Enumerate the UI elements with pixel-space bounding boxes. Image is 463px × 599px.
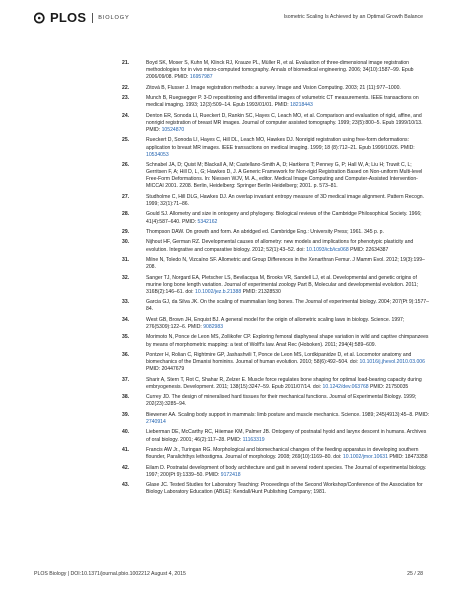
reference-link[interactable]: 10.1242/dev.063768 <box>322 383 369 390</box>
reference-item <box>122 95 431 109</box>
reference-link[interactable]: 2740914 <box>146 418 166 425</box>
reference-item <box>122 211 431 225</box>
reference-number: 37. <box>122 376 130 383</box>
reference-link[interactable]: 10524870 <box>161 126 185 133</box>
reference-citation: Nijhout HF, German RZ. Developmental causes of allometry: new models and implications for phenotypic plasticity and evolution. Integrative and comparative biology. 2012; 52(1):43–52. doi: <box>146 239 414 253</box>
reference-citation: Schnabel JA, D; Quist M; Blackall A, M; Castellano-Smith A, D; Hartkens T; Penney G, P; Hall W, A; Liu H; Truwit C, L; Gerritsen F, A; Hill D, L, G; Hawkes D, J. A Generic Framework for Non-rigid Registration Based on Non-uniform Multi-level Free-Form Deformations. In: Niessen WJV, M. A., editor. Medical Image Computing and Computer-Assisted Intervention-MICCAI 2001. 2208. Berlin, Heidelberg: Springer Berlin Heidelberg; 2001. p. 573–81. <box>146 162 423 190</box>
reference-number: 36. <box>122 352 130 359</box>
reference-link[interactable]: 11163319 <box>242 436 265 443</box>
reference-link[interactable]: 9082983 <box>203 323 224 330</box>
reference-pmid: PMID: 21328530 <box>241 288 281 295</box>
reference-link[interactable]: 10.1002/jez.b.21388 <box>195 288 242 295</box>
reference-item <box>122 193 431 208</box>
reference-citation: Zitová B, Flusser J. Image registration methods: a survey. Image and Vision Computing. 2003; 21 (11):977–1000. <box>146 84 401 91</box>
reference-citation: Morimoto N, Ponce de Leon MS, Zollikofer CP. Exploring femoral diaphyseal shape variation in wild and captive chimpanzees by means of morphometric mapping: a test of Wolff's law. Anat Rec (Hoboken). 2011; 294(4):589–609. <box>146 334 429 348</box>
reference-citation: Thompson DAW. On growth and form. An abridged ed. Cambridge Eng.: University Press; 1961. 345 p. p. <box>146 229 384 235</box>
reference-text <box>146 377 431 391</box>
reference-number: 29. <box>122 229 130 235</box>
reference-citation: Biewener AA. Scaling body support in mammals: limb posture and muscle mechanics. Science. 1989; 245(4913):45–8. PMID: <box>146 411 430 418</box>
running-title: Isometric Scaling Is Achieved by an Optimal Growth Balance <box>283 14 423 20</box>
reference-number: 24. <box>122 112 130 119</box>
reference-text <box>146 95 431 109</box>
reference-text <box>146 239 431 253</box>
reference-pmid: PMID: 18473358 <box>387 454 428 461</box>
reference-text <box>146 429 431 443</box>
reference-number: 43. <box>122 482 130 489</box>
plos-logo-mark-icon <box>34 11 48 25</box>
plos-logo <box>34 9 130 27</box>
reference-item <box>122 257 431 271</box>
reference-text <box>146 137 431 158</box>
reference-citation: Francis AW Jr., Turingan RG. Morphological and biomechanical changes of the feeding apparatus in developing southern flounder, Paralichthys lethostigma. Journal of morphology. 2008; 269(10):1169–80. doi: <box>146 447 419 461</box>
reference-text <box>146 394 431 408</box>
reference-item <box>122 316 431 331</box>
reference-citation: Boyd SK, Moser S, Kuhn M, Klinck RJ, Krauze PL, Müller R, et al. Evaluation of three-dimensional image registration methodologies for in vivo micro-computed tomography. Annals of biomedical engineering. 2006; 34(10):1587–99. Epub 2006/09/08. PMID: <box>146 60 414 81</box>
logo-wordmark: PLOS <box>50 10 87 25</box>
reference-citation: Milne N, Toledo N, Vizcaíno SF. Allometric and Group Differences in the Xenarthran Femur. J Mamm Evol. 2012; 19(3):199–208. <box>146 257 425 271</box>
reference-number: 42. <box>122 464 130 471</box>
logo-divider <box>92 13 93 23</box>
reference-number: 35. <box>122 334 130 341</box>
reference-text <box>146 412 431 426</box>
reference-item <box>122 447 431 461</box>
reference-pmid: PMID: 22634387 <box>348 246 389 253</box>
reference-citation: Lieberman DE, McCarthy RC, Hiiemae KM, Palmer JB. Ontogeny of postnatal hyoid and larynx descent in humans. Archives of oral biology. 2001; 46(2):117–28. PMID: <box>146 429 427 443</box>
reference-item <box>122 299 431 313</box>
reference-link[interactable]: 10.1016/j.jhevol.2010.03.006 <box>359 359 425 366</box>
reference-citation: Eilam D. Postnatal development of body architecture and gait in several rodent species. The Journal of experimental biology. 1997; 200(Pt 9):1339–50. PMID: <box>146 464 427 478</box>
reference-link[interactable]: 18218443 <box>290 102 313 109</box>
reference-citation: Gould SJ. Allometry and size in ontogeny and phylogeny. Biological reviews of the Cambridge Philosophical Society. 1966; 41(4):587–640. PMID: <box>146 211 422 225</box>
reference-citation: Sanger TJ, Norgard EA, Pletscher LS, Bevilacqua M, Brooks VR, Sandell LJ, et al. Developmental and genetic origins of murine long bone length variation. Journal of experimental zoology Part B, Molecular and developmental evolution. 2011; 316B(2):146–61. doi: <box>146 274 419 295</box>
reference-citation: Currey JD. The design of mineralised hard tissues for their mechanical functions. Journal of Experimental Biology. 1999; 202(23):3285–94. <box>146 394 417 408</box>
reference-text <box>146 229 384 236</box>
reference-number: 22. <box>122 84 130 91</box>
reference-item <box>122 334 431 348</box>
reference-link[interactable]: 9172418 <box>220 471 241 478</box>
reference-number: 32. <box>122 274 130 281</box>
reference-text <box>146 334 431 348</box>
reference-text <box>146 465 431 479</box>
reference-item <box>122 162 431 190</box>
reference-list <box>122 60 431 496</box>
reference-text <box>146 85 401 92</box>
reference-text <box>146 194 431 208</box>
reference-link[interactable]: 10534053 <box>146 151 169 158</box>
reference-item <box>122 429 431 443</box>
reference-item <box>122 274 431 296</box>
reference-citation: Denton ER, Sonoda LI, Rueckert D, Rankin SC, Hayes C, Leach MO, et al. Comparison and evaluation of rigid, affine, and nonrigid registration of breast MR images. Journal of computer assisted tomography. 1999; 23(5):800–5. Epub 1999/10/13. PMID: <box>146 112 423 133</box>
reference-item <box>122 376 431 391</box>
reference-citation: Rueckert D, Sonoda LI, Hayes C, Hill DL, Leach MO, Hawkes DJ. Nonrigid registration using free-form deformations: application to breast MR images. IEEE transactions on medical imaging. 1999; 18 (8):712–21. Epub 1999/10/26. PMID: <box>146 137 415 151</box>
reference-number: 40. <box>122 429 130 436</box>
reference-number: 31. <box>122 257 130 264</box>
reference-citation: Pontzer H, Rolian C, Rightmire GP, Jashashvili T, Ponce de Leon MS, Lordkipanidze D, et al. Locomotor anatomy and biomechanics of the Dmanisi hominins. Journal of human evolution. 2010; 58(6):492–504. doi: <box>146 352 412 366</box>
reference-item <box>122 394 431 408</box>
reference-number: 33. <box>122 299 130 306</box>
footer-citation: PLOS Biology | DOI:10.1371/journal.pbio.1002212 August 4, 2015 <box>34 571 186 577</box>
reference-number: 23. <box>122 95 130 102</box>
reference-text <box>146 60 431 81</box>
reference-text <box>146 317 431 331</box>
reference-citation: West GB, Brown JH, Enquist BJ. A general model for the origin of allometric scaling laws in biology. Science. 1997; 276(5309):122–6. PMID: <box>146 316 405 330</box>
reference-item <box>122 464 431 479</box>
reference-text <box>146 482 431 496</box>
reference-pmid: PMID: 20447679 <box>146 366 185 373</box>
reference-item <box>122 84 431 92</box>
reference-number: 27. <box>122 193 130 200</box>
reference-number: 39. <box>122 411 130 418</box>
reference-text <box>146 113 431 134</box>
reference-citation: Sharir A, Stern T, Rot C, Shahar R, Zelzer E. Muscle force regulates bone shaping for optimal load-bearing capacity during embryogenesis. Development. 2011; 138(15):3247–59. Epub 2011/07/14. doi: <box>146 376 422 390</box>
reference-number: 25. <box>122 137 130 144</box>
reference-text <box>146 162 431 190</box>
reference-item <box>122 411 431 426</box>
reference-number: 28. <box>122 211 130 218</box>
reference-item <box>122 239 431 253</box>
reference-number: 30. <box>122 239 130 246</box>
reference-number: 34. <box>122 316 130 323</box>
reference-item <box>122 352 431 373</box>
reference-link[interactable]: 10.1002/jmor.10631 <box>342 454 388 461</box>
reference-text <box>146 211 431 225</box>
reference-pmid: PMID: 21750035 <box>368 383 409 390</box>
page-number: 25 / 28 <box>407 571 423 577</box>
reference-link[interactable]: 5342162 <box>197 218 218 225</box>
reference-citation: Glase JC. Tested Studies for Laboratory Teaching: Proceedings of the Second Workshop/Conference of the Association for Biology Laboratory Education (ABLE): Kendall/Hunt Publishing Company; 1981. <box>146 482 423 496</box>
reference-item <box>122 482 431 496</box>
reference-item <box>122 112 431 134</box>
reference-item <box>122 60 431 81</box>
reference-item <box>122 229 431 236</box>
reference-number: 21. <box>122 60 130 66</box>
reference-text <box>146 352 431 373</box>
page-footer <box>34 571 423 581</box>
reference-link[interactable]: 16957987 <box>189 74 213 81</box>
reference-number: 38. <box>122 394 130 401</box>
reference-number: 41. <box>122 447 130 454</box>
reference-text <box>146 299 431 313</box>
reference-citation: Garcia GJ, da Silva JK. On the scaling of mammalian long bones. The Journal of experimental biology. 2004; 207(Pt 9):1577–84. <box>146 299 429 313</box>
reference-citation: Munch B, Ruegsegger P. 3-D repositioning and differential images of volumetric CT measurements. IEEE transactions on medical imaging. 1993; 12(3):509–14. Epub 1993/01/01. PMID: <box>146 95 419 109</box>
reference-text <box>146 275 431 296</box>
reference-number: 26. <box>122 162 130 169</box>
reference-text <box>146 447 431 461</box>
journal-name: BIOLOGY <box>98 15 130 21</box>
reference-text <box>146 257 431 271</box>
reference-item <box>122 137 431 158</box>
reference-link[interactable]: 10.1093/icb/ics068 <box>306 246 349 253</box>
reference-citation: Studholme C, Hill DLG, Hawkes DJ. An overlap invariant entropy measure of 3D medical image alignment. Pattern Recogn. 1999; 32(1):71–86. <box>146 193 425 207</box>
